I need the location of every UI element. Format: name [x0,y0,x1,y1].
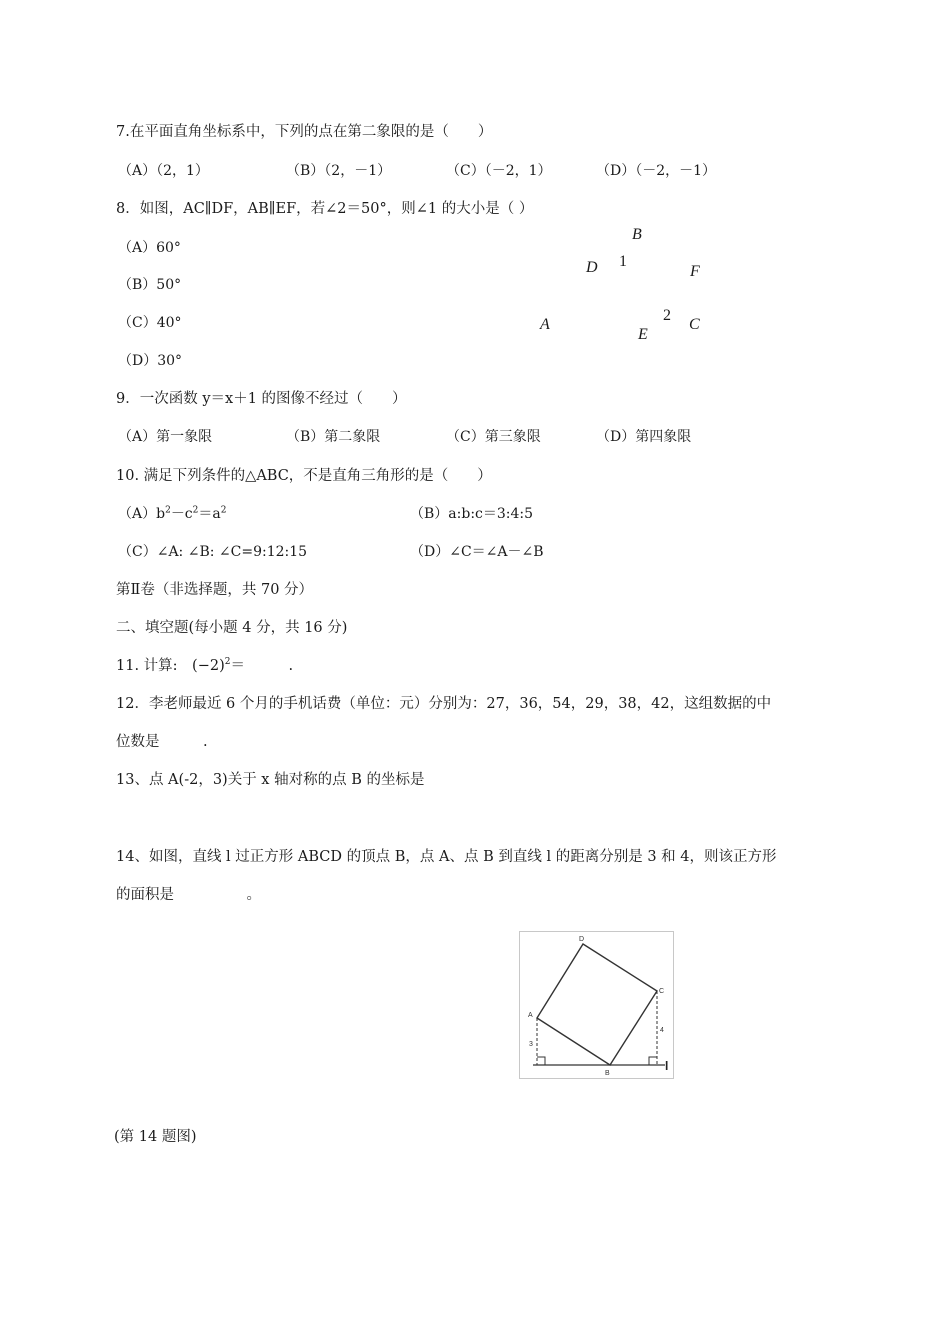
q7-option-c: （C）（－2，1） [446,163,552,179]
q10-option-a-mid: －c [170,506,193,522]
q9-option-c: （C）第三象限 [446,429,541,445]
q8-label-c: C [689,316,700,333]
q14-label-d: D [579,936,585,943]
q8-option-c: （C）40° [118,315,182,331]
q8-option-a: （A）60° [118,240,181,256]
q14-stem-line-2: 的面积是 。 [116,887,261,903]
q10-option-b: （B）a:b:c＝3:4:5 [410,506,534,522]
q11-superscript: 2 [224,657,231,668]
q12-stem-line-1: 12．李老师最近 6 个月的手机话费（单位：元）分别为：27，36，54，29，38，42，这组数据的中 [116,696,772,712]
q7-option-d: （D）（－2，－1） [596,163,717,179]
q10-stem: 10. 满足下列条件的△ABC，不是直角三角形的是（ ） [116,468,492,484]
q14-label-3: 3 [529,1041,533,1048]
q10-option-a-post: ＝a [198,506,221,522]
q7-option-b: （B）（2，－1） [286,163,392,179]
q8-label-d: D [586,259,598,276]
q10-superscript-3: 2 [220,505,227,516]
q10-superscript-2: 2 [192,505,199,516]
q14-figure-caption: (第 14 题图) [114,1129,197,1145]
q10-option-a-pre: （A）b [118,506,166,522]
q8-option-d: （D）30° [118,353,183,369]
q8-label-f: F [690,263,700,280]
q12-stem-line-2: 位数是 . [116,734,208,750]
q14-label-b: B [605,1070,610,1077]
q7-stem: 7.在平面直角坐标系中，下列的点在第二象限的是（ ） [116,124,493,140]
q11-stem [116,657,293,675]
q8-label-b: B [632,226,642,243]
q8-label-a: A [540,316,550,333]
q14-stem-line-1: 14、如图，直线 l 过正方形 ABCD 的顶点 B，点 A、点 B 到直线 l 的距离分别是 3 和 4，则该正方形 [116,849,777,865]
q11-pre: 11. 计算: (−2) [116,658,225,674]
q10-superscript-1: 2 [165,505,171,516]
q9-stem: 9．一次函数 y＝x＋1 的图像不经过（ ） [116,391,407,407]
q10-option-d: （D）∠C＝∠A－∠B [410,544,544,560]
q14-label-l: l [665,1059,669,1073]
part-2-heading: 第Ⅱ卷（非选择题，共 70 分） [116,582,314,598]
q14-label-a: A [528,1012,533,1019]
q8-label-angle-1: 1 [619,253,627,270]
q8-label-e: E [638,326,648,343]
section-2-heading: 二、填空题(每小题 4 分，共 16 分) [116,620,348,636]
q13-stem: 13、点 A(-2，3)关于 x 轴对称的点 B 的坐标是 [116,772,425,788]
q14-figure [519,931,674,1079]
q14-label-c: C [659,988,665,995]
q7-option-a: （A）（2，1） [118,163,209,179]
q9-option-a: （A）第一象限 [118,429,213,445]
q14-label-4: 4 [660,1027,664,1034]
q8-label-angle-2: 2 [663,307,671,324]
q8-stem: 8．如图，AC∥DF，AB∥EF，若∠2＝50°，则∠1 的大小是（ ） [116,201,534,217]
q10-option-c: （C）∠A: ∠B: ∠C=9:12:15 [118,544,308,560]
q9-option-d: （D）第四象限 [596,429,692,445]
q8-option-b: （B）50° [118,277,182,293]
q10-option-a [118,505,226,523]
q11-post: ＝ . [230,658,294,674]
q9-option-b: （B）第二象限 [286,429,381,445]
